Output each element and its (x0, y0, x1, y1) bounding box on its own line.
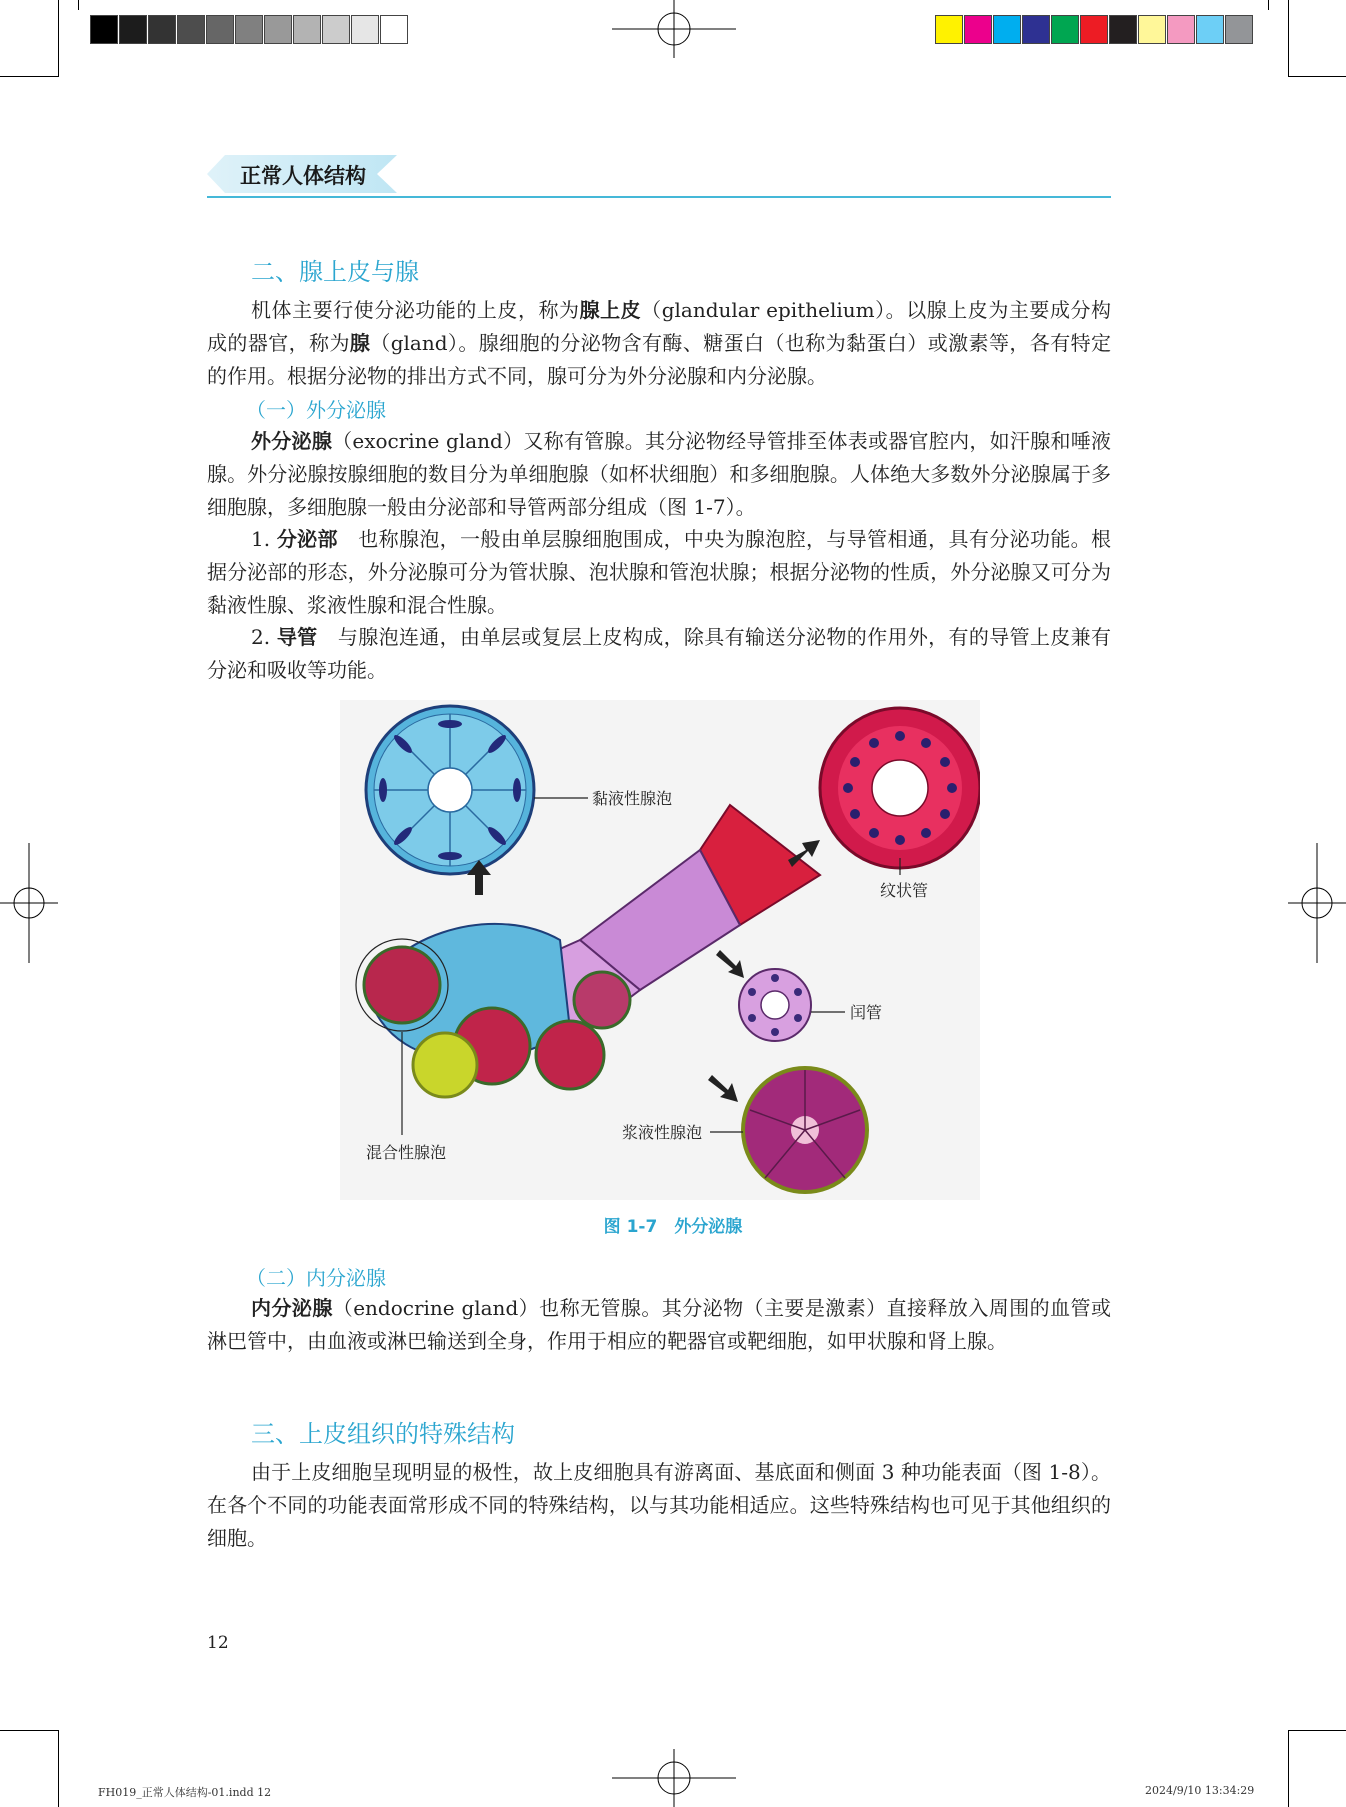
subsection-heading: （一）外分泌腺 (246, 398, 386, 422)
label-serous-acinus: 浆液性腺泡 (622, 1123, 703, 1142)
color-swatch (1167, 15, 1195, 44)
caption-text: 外分泌腺 (674, 1217, 743, 1237)
text: （endocrine gland）也称无管腺。其分泌物（主要是激素）直接释放入周围的血管或淋巴管中，由血液或淋巴输送到全身，作用于相应的靶器官或靶细胞，如甲状腺和肾上腺。 (207, 1296, 1111, 1353)
label-striated-duct: 纹状管 (880, 881, 929, 900)
registration-mark-right (1288, 843, 1346, 963)
term: 内分泌腺 (251, 1296, 333, 1320)
color-swatch (993, 15, 1021, 44)
term: 外分泌腺 (251, 429, 333, 453)
figure-caption (0, 1212, 1346, 1237)
paragraph-endocrine (207, 1292, 1111, 1358)
gray-swatch (235, 15, 263, 44)
color-swatch (1196, 15, 1224, 44)
gray-swatch (264, 15, 292, 44)
text: （gland）。腺细胞的分泌物含有酶、糖蛋白（也称为黏蛋白）或激素等，各有特定的作用。根据分泌物的排出方式不同，腺可分为外分泌腺和内分泌腺。 (207, 331, 1112, 388)
color-swatch (964, 15, 992, 44)
label-mixed-acinus: 混合性腺泡 (366, 1143, 447, 1162)
registration-mark-left (0, 843, 58, 963)
registration-mark-bottom (612, 1749, 736, 1807)
text: 机体主要行使分泌功能的上皮，称为 (251, 298, 580, 322)
term: 导管 (276, 625, 318, 649)
gray-swatch (90, 15, 118, 44)
gray-swatch (351, 15, 379, 44)
color-swatch (1022, 15, 1050, 44)
color-swatch (1225, 15, 1253, 44)
gray-swatch (206, 15, 234, 44)
text: （glandular epithelium）。以腺上皮为主要成分构成的器官，称为 (207, 298, 1112, 355)
term: 腺 (349, 331, 371, 355)
paragraph-exocrine (207, 425, 1111, 524)
color-swatch (935, 15, 963, 44)
caption-number: 图 1-7 (603, 1217, 658, 1237)
text: 与腺泡连通，由单层或复层上皮构成，除具有输送分泌物的作用外，有的导管上皮兼有分泌和吸收等功能。 (207, 625, 1112, 682)
label-intercalated-duct: 闰管 (850, 1003, 883, 1022)
term: 分泌部 (276, 527, 338, 551)
item-number: 2. (251, 625, 271, 649)
registration-mark-top (612, 0, 736, 58)
footer-timestamp: 2024/9/10 13:34:29 (1145, 1784, 1255, 1797)
paragraph-glandular-epithelium (207, 294, 1111, 393)
gray-swatch (119, 15, 147, 44)
color-swatch (1080, 15, 1108, 44)
subsection-heading: （二）内分泌腺 (246, 1266, 386, 1290)
paragraph-special-structures: 由于上皮细胞呈现明显的极性，故上皮细胞具有游离面、基底面和侧面 3 种功能表面（图 1-8）。在各个不同的功能表面常形成不同的特殊结构，以与其功能相适应。这些特殊结构也可见于其他组织的细胞。 (207, 1460, 1111, 1550)
gray-swatch (148, 15, 176, 44)
gray-swatch (380, 15, 408, 44)
serous-acinus-illustration (743, 1068, 867, 1192)
text: 也称腺泡，一般由单层腺细胞围成，中央为腺泡腔，与导管相通，具有分泌功能。根据分泌部的形态，外分泌腺可分为管状腺、泡状腺和管泡状腺；根据分泌物的性质，外分泌腺又可分为黏液性腺、浆液性腺和混合性腺。 (207, 527, 1112, 617)
paragraph-duct (207, 621, 1111, 687)
mucous-acinus-illustration (366, 706, 534, 874)
running-header-title: 正常人体结构 (240, 164, 366, 188)
label-mucous-acinus: 黏液性腺泡 (592, 789, 673, 808)
color-swatch (1051, 15, 1079, 44)
paragraph-secretory-part (207, 523, 1111, 622)
term: 腺上皮 (579, 298, 642, 322)
item-number: 1. (251, 527, 271, 551)
figure-exocrine-gland (340, 700, 980, 1200)
color-swatch (1138, 15, 1166, 44)
intercalated-duct-illustration (739, 969, 811, 1041)
footer-filename: FH019_正常人体结构-01.indd 12 (98, 1786, 272, 1799)
text: （exocrine gland）又称有管腺。其分泌物经导管排至体表或器官腔内，如汗腺和唾液腺。外分泌腺按腺细胞的数目分为单细胞腺（如杯状细胞）和多细胞腺。人体绝大多数外分泌腺属于多细胞腺，多细胞腺一般由分泌部和导管两部分组成（图 1-7）。 (207, 429, 1111, 519)
gray-swatch (322, 15, 350, 44)
gray-swatch (293, 15, 321, 44)
striated-duct-illustration (820, 708, 980, 868)
section-heading: 三、上皮组织的特殊结构 (251, 1420, 515, 1448)
header-rule (207, 196, 1111, 198)
section-heading: 二、腺上皮与腺 (251, 258, 419, 286)
color-swatch (1109, 15, 1137, 44)
page-number: 12 (207, 1633, 229, 1653)
gray-swatch (177, 15, 205, 44)
